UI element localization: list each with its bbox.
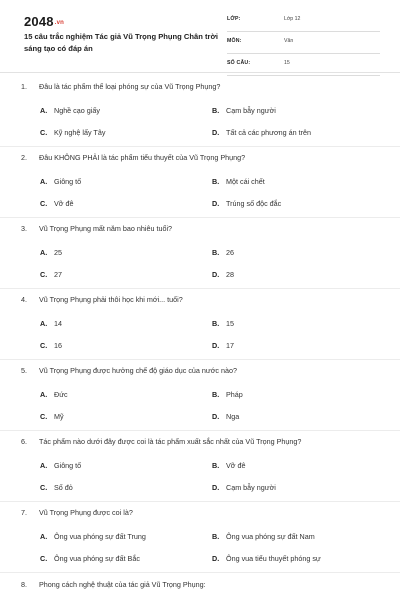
option-text: Vỡ đê — [54, 199, 74, 208]
option-letter: C. — [40, 270, 48, 279]
option-c[interactable] — [40, 554, 140, 563]
question-text — [21, 82, 381, 91]
option-text: 16 — [54, 341, 62, 350]
question-prompt: Vũ Trọng Phụng được hưởng chế độ giáo dục của nước nào? — [39, 366, 238, 375]
option-b[interactable] — [212, 177, 265, 186]
option-c[interactable] — [40, 199, 74, 208]
option-c[interactable] — [40, 270, 62, 279]
question-divider — [0, 430, 400, 431]
option-letter: D. — [212, 270, 220, 279]
question-number: 6. — [21, 437, 27, 446]
meta-label: SỐ CÂU: — [227, 60, 251, 66]
question-number: 7. — [21, 508, 27, 517]
option-text: Một cái chết — [226, 177, 265, 186]
question-number: 3. — [21, 224, 27, 233]
option-b[interactable] — [212, 461, 246, 470]
option-d[interactable] — [212, 270, 234, 279]
question-prompt: Vũ Trọng Phụng phải thôi học khi mới... tuổi? — [39, 295, 183, 304]
option-b[interactable] — [212, 390, 243, 399]
option-b[interactable] — [212, 319, 234, 328]
option-text: Ông vua phóng sự đất Trung — [54, 532, 146, 541]
option-a[interactable] — [40, 319, 62, 328]
option-text: 14 — [54, 319, 62, 328]
option-text: Đức — [54, 390, 68, 399]
option-letter: D. — [212, 554, 220, 563]
question-number: 1. — [21, 82, 27, 91]
question-text — [21, 153, 381, 162]
meta-row-subject — [227, 35, 380, 54]
document-header — [0, 0, 400, 72]
option-text: 28 — [226, 270, 234, 279]
option-text: Pháp — [226, 390, 243, 399]
option-letter: D. — [212, 128, 220, 137]
logo-tld: .vn — [54, 19, 65, 26]
question-text — [21, 366, 381, 375]
option-a[interactable] — [40, 390, 68, 399]
question-prompt: Đâu KHÔNG PHẢI là tác phẩm tiểu thuyết của Vũ Trọng Phụng? — [39, 153, 246, 162]
document-title: 15 câu trắc nghiệm Tác giả Vũ Trọng Phụng Chân trời sáng tạo có đáp án — [24, 32, 219, 53]
option-letter: A. — [40, 177, 48, 186]
option-letter: C. — [40, 341, 48, 350]
option-text: 17 — [226, 341, 234, 350]
question-text — [21, 295, 381, 304]
option-text: Kỹ nghệ lấy Tây — [54, 128, 106, 137]
option-letter: C. — [40, 128, 48, 137]
question-divider — [0, 572, 400, 573]
question-prompt: Phong cách nghệ thuật của tác giả Vũ Trọng Phụng: — [39, 580, 206, 589]
option-letter: A. — [40, 319, 48, 328]
option-letter: C. — [40, 483, 48, 492]
option-letter: B. — [212, 177, 220, 186]
question-divider — [0, 288, 400, 289]
meta-panel — [227, 13, 380, 79]
option-a[interactable] — [40, 106, 100, 115]
option-letter: D. — [212, 199, 220, 208]
option-d[interactable] — [212, 483, 276, 492]
option-letter: A. — [40, 532, 48, 541]
option-d[interactable] — [212, 412, 239, 421]
option-d[interactable] — [212, 128, 311, 137]
option-text: Mỹ — [54, 412, 64, 421]
question-divider — [0, 217, 400, 218]
option-text: Giông tố — [54, 177, 82, 186]
option-text: 26 — [226, 248, 234, 257]
question-divider — [0, 501, 400, 502]
question-text — [21, 437, 381, 446]
question-divider — [0, 146, 400, 147]
option-text: Ông vua phóng sự đất Nam — [226, 532, 315, 541]
option-letter: B. — [212, 319, 220, 328]
option-c[interactable] — [40, 483, 73, 492]
meta-value: 15 — [284, 60, 290, 66]
option-text: Cạm bẫy người — [226, 483, 276, 492]
option-text: 27 — [54, 270, 62, 279]
option-a[interactable] — [40, 177, 81, 186]
header-divider — [0, 72, 400, 73]
option-a[interactable] — [40, 248, 62, 257]
option-letter: C. — [40, 412, 48, 421]
option-text: 25 — [54, 248, 62, 257]
option-b[interactable] — [212, 248, 234, 257]
option-a[interactable] — [40, 461, 81, 470]
option-text: Nghề cạo giấy — [54, 106, 100, 115]
question-number: 5. — [21, 366, 27, 375]
option-letter: A. — [40, 106, 48, 115]
question-text — [21, 580, 381, 589]
meta-value: Lớp 12 — [284, 16, 301, 22]
option-letter: C. — [40, 554, 48, 563]
option-letter: B. — [212, 532, 220, 541]
option-text: Số đỏ — [54, 483, 73, 492]
option-text: Trúng số độc đắc — [226, 199, 282, 208]
option-letter: C. — [40, 199, 48, 208]
option-letter: B. — [212, 106, 220, 115]
option-text: Ông vua tiểu thuyết phóng sự — [226, 554, 321, 563]
option-letter: D. — [212, 412, 220, 421]
meta-label: LỚP: — [227, 16, 241, 22]
option-letter: B. — [212, 461, 220, 470]
meta-label: MÔN: — [227, 38, 242, 44]
question-text — [21, 224, 381, 233]
question-number: 4. — [21, 295, 27, 304]
question-prompt: Vũ Trọng Phụng được coi là? — [39, 508, 133, 517]
option-text: Vỡ đê — [226, 461, 246, 470]
option-c[interactable] — [40, 128, 105, 137]
option-text: 15 — [226, 319, 234, 328]
option-d[interactable] — [212, 554, 321, 563]
question-prompt: Vũ Trọng Phụng mất năm bao nhiêu tuổi? — [39, 224, 173, 233]
option-c[interactable] — [40, 341, 62, 350]
option-letter: A. — [40, 390, 48, 399]
question-prompt: Đâu là tác phẩm thể loại phóng sự của Vũ Trọng Phụng? — [39, 82, 221, 91]
option-text: Giông tố — [54, 461, 82, 470]
logo-text: 2048 — [24, 14, 54, 29]
site-logo[interactable] — [24, 14, 64, 29]
question-text — [21, 508, 381, 517]
option-d[interactable] — [212, 341, 234, 350]
option-text: Tất cả các phương án trên — [226, 128, 312, 137]
question-number: 2. — [21, 153, 27, 162]
meta-row-class — [227, 13, 380, 32]
option-c[interactable] — [40, 412, 64, 421]
option-d[interactable] — [212, 199, 281, 208]
option-text: Ông vua phóng sự đất Bắc — [54, 554, 140, 563]
question-divider — [0, 359, 400, 360]
option-letter: B. — [212, 248, 220, 257]
option-b[interactable] — [212, 106, 276, 115]
option-text: Cạm bẫy người — [226, 106, 276, 115]
option-letter: A. — [40, 248, 48, 257]
question-prompt: Tác phẩm nào dưới đây được coi là tác phẩm xuất sắc nhất của Vũ Trọng Phụng? — [39, 437, 302, 446]
option-letter: A. — [40, 461, 48, 470]
meta-row-question-count — [227, 57, 380, 76]
option-letter: D. — [212, 341, 220, 350]
option-a[interactable] — [40, 532, 146, 541]
question-number: 8. — [21, 580, 27, 589]
option-text: Nga — [226, 412, 240, 421]
meta-value: Văn — [284, 38, 294, 44]
option-b[interactable] — [212, 532, 315, 541]
option-letter: B. — [212, 390, 220, 399]
option-letter: D. — [212, 483, 220, 492]
